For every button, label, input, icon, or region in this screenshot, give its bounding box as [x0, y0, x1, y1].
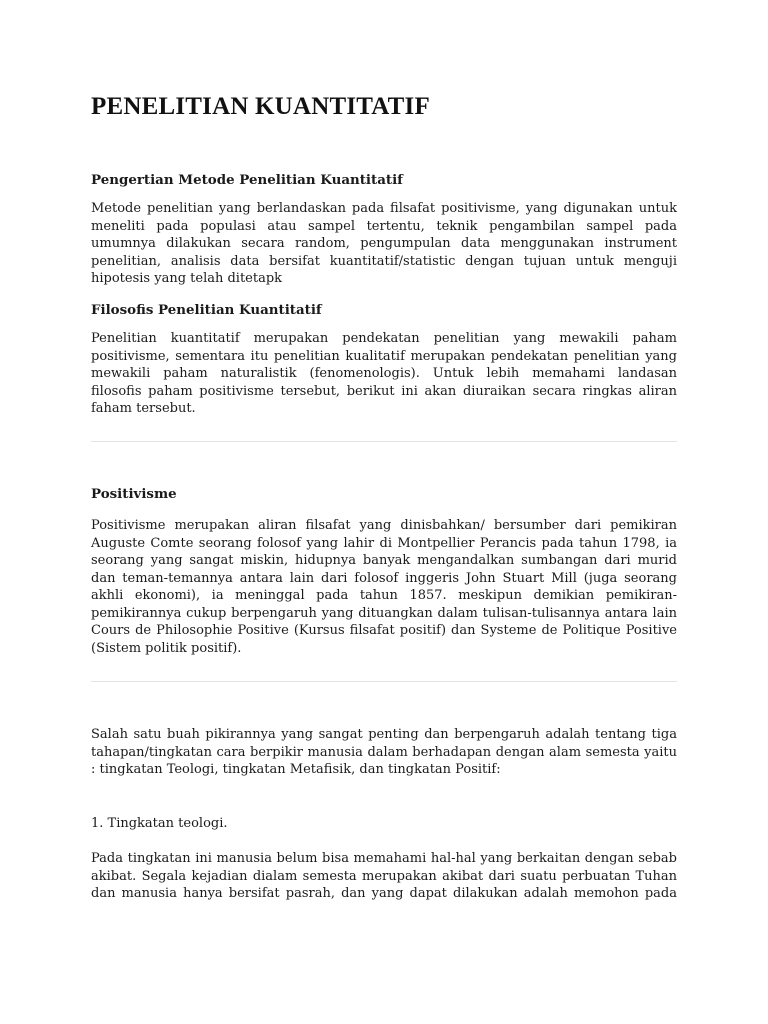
paragraph-line: Positivisme merupakan aliran filsafat yang dinisbahkan/ bersumber dari pemikiran: [91, 518, 677, 533]
section-divider: [91, 681, 677, 682]
paragraph-line: dan manusia hanya bersifat pasrah, dan yang dapat dilakukan adalah memohon pada: [91, 886, 677, 901]
paragraph-line: (Sistem politik positif).: [91, 640, 242, 656]
document-title: PENELITIAN KUANTITATIF: [91, 93, 430, 120]
paragraph-line: umumnya dilakukan secara random, pengumpulan data menggunakan instrument: [91, 236, 677, 251]
list-item-teologi: [91, 815, 677, 833]
paragraph-line: mewakili paham naturalistik (fenomenologis). Untuk lebih memahami landasan: [91, 366, 677, 381]
list-item-label: 1. Tingkatan teologi.: [91, 816, 228, 831]
paragraph-line: faham tersebut.: [91, 401, 196, 416]
paragraph-line: pemikirannya cukup berpengaruh yang dituangkan dalam tulisan-tulisannya antara lain: [91, 605, 677, 621]
section-divider: [91, 441, 677, 442]
section-heading-pengertian: Pengertian Metode Penelitian Kuantitatif: [91, 172, 403, 188]
paragraph-line: meneliti pada populasi atau sampel tertentu, teknik pengambilan sampel pada: [91, 218, 677, 234]
paragraph-positivisme: [91, 517, 677, 657]
paragraph-line: Metode penelitian yang berlandaskan pada filsafat positivisme, yang digunakan untuk: [91, 201, 677, 216]
section-heading-positivisme: Positivisme: [91, 486, 177, 502]
paragraph-teologi: [91, 850, 677, 903]
paragraph-line: : tingkatan Teologi, tingkatan Metafisik, dan tingkatan Positif:: [91, 762, 501, 777]
paragraph-line: dan teman-temannya antara lain dari folosof inggeris John Stuart Mill (juga seorang: [91, 570, 677, 586]
paragraph-line: Auguste Comte seorang folosof yang lahir di Montpellier Perancis pada tahun 1798, ia: [91, 535, 677, 551]
section-heading-filosofis: Filosofis Penelitian Kuantitatif: [91, 302, 322, 318]
paragraph-line: tahapan/tingkatan cara berpikir manusia dalam berhadapan dengan alam semesta yaitu: [91, 744, 677, 760]
paragraph-line: Salah satu buah pikirannya yang sangat penting dan berpengaruh adalah tentang tiga: [91, 727, 677, 742]
paragraph-line: filosofis paham positivisme tersebut, berikut ini akan diuraikan secara ringkas aliran: [91, 383, 677, 399]
paragraph-line: Pada tingkatan ini manusia belum bisa memahami hal-hal yang berkaitan dengan sebab: [91, 851, 677, 866]
paragraph-line: hipotesis yang telah ditetapk: [91, 271, 283, 286]
paragraph-line: akhli ekonomi), ia meninggal pada tahun 1857. meskipun demikian pemikiran-: [91, 588, 677, 603]
paragraph-filosofis: [91, 330, 677, 418]
paragraph-line: seorang yang sangat miskin, hidupnya banyak mengandalkan sumbangan dari murid: [91, 553, 677, 568]
paragraph-line: Cours de Philosophie Positive (Kursus filsafat positif) dan Systeme de Politique Positive: [91, 623, 677, 638]
paragraph-three-stages: [91, 726, 677, 779]
paragraph-line: Penelitian kuantitatif merupakan pendekatan penelitian yang mewakili paham: [91, 331, 677, 346]
paragraph-line: positivisme, sementara itu penelitian kualitatif merupakan pendekatan penelitian yang: [91, 348, 677, 364]
paragraph-line: penelitian, analisis data bersifat kuantitatif/statistic dengan tujuan untuk menguji: [91, 253, 677, 269]
paragraph-pengertian: [91, 200, 677, 288]
paragraph-line: akibat. Segala kejadian dialam semesta merupakan akibat dari suatu perbuatan Tuhan: [91, 868, 677, 884]
